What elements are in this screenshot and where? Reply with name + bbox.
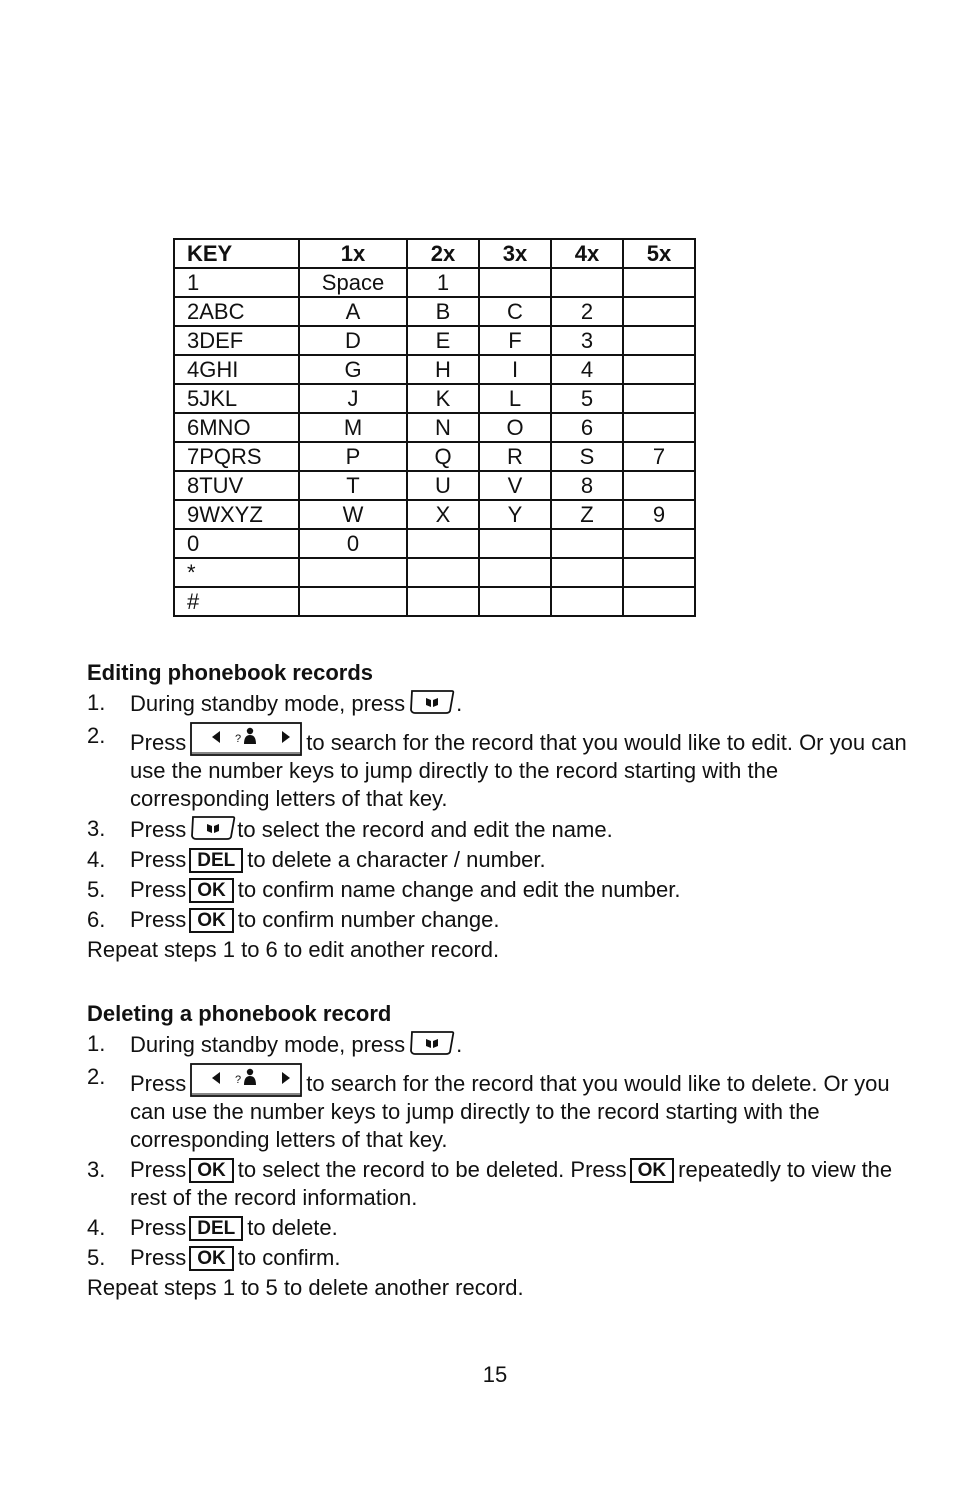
table-cell: W <box>299 500 407 529</box>
step-text: Press <box>130 907 187 932</box>
phonebook-key-icon <box>190 815 236 841</box>
table-cell: 0 <box>174 529 299 558</box>
table-cell: 2 <box>551 297 623 326</box>
table-row <box>174 326 695 355</box>
del-key-label: DEL <box>189 1216 243 1241</box>
table-cell: V <box>479 471 551 500</box>
table-cell: 0 <box>299 529 407 558</box>
deleting-repeat-note: Repeat steps 1 to 5 to delete another record. <box>87 1275 524 1300</box>
step-number: 2. <box>87 723 106 748</box>
table-row <box>174 442 695 471</box>
left-right-phonebook-nav-icon <box>190 1063 302 1097</box>
ok-key-label: OK <box>630 1158 675 1183</box>
ok-key-label: OK <box>189 1158 234 1183</box>
table-cell: 7PQRS <box>174 442 299 471</box>
table-cell: 5JKL <box>174 384 299 413</box>
table-cell <box>551 558 623 587</box>
list-item <box>87 1156 907 1212</box>
header-3x: 3x <box>479 239 551 268</box>
table-row <box>174 384 695 413</box>
table-cell: M <box>299 413 407 442</box>
table-cell: 4GHI <box>174 355 299 384</box>
step-number: 5. <box>87 877 106 902</box>
table-cell: 8TUV <box>174 471 299 500</box>
table-row <box>174 297 695 326</box>
step-text: Press <box>130 1157 187 1182</box>
left-right-phonebook-nav-icon <box>190 722 302 756</box>
header-5x: 5x <box>623 239 695 268</box>
ok-key-label: OK <box>189 1246 234 1271</box>
table-cell: # <box>174 587 299 616</box>
step-text: Press <box>130 877 187 902</box>
table-cell <box>623 384 695 413</box>
table-cell: J <box>299 384 407 413</box>
list-item <box>87 846 907 874</box>
list-item <box>87 1030 907 1059</box>
step-number: 4. <box>87 1215 106 1240</box>
step-text: Press <box>130 1215 187 1240</box>
editing-steps <box>87 689 907 934</box>
list-item <box>87 1244 907 1272</box>
step-text: to search for the record that you would like to delete. Or you can use the number keys to jump directly to the record starting with the corresponding letters of that key. <box>130 1071 890 1152</box>
table-cell: G <box>299 355 407 384</box>
table-cell: 2ABC <box>174 297 299 326</box>
table-cell <box>479 268 551 297</box>
table-row <box>174 587 695 616</box>
table-row <box>174 413 695 442</box>
phonebook-key-icon <box>409 1030 455 1056</box>
step-text: to search for the record that you would like to edit. Or you can use the number keys to jump directly to the record starting with the corresponding letters of that key. <box>130 730 907 811</box>
table-cell <box>623 587 695 616</box>
table-cell: L <box>479 384 551 413</box>
table-cell: C <box>479 297 551 326</box>
table-cell <box>551 529 623 558</box>
step-text: Press <box>130 1071 187 1096</box>
step-text: Press <box>130 817 187 842</box>
header-key: KEY <box>174 239 299 268</box>
table-cell: Space <box>299 268 407 297</box>
table-cell: 4 <box>551 355 623 384</box>
table-cell: 1 <box>174 268 299 297</box>
table-cell <box>623 558 695 587</box>
editing-repeat-note: Repeat steps 1 to 6 to edit another record. <box>87 937 500 962</box>
table-cell: P <box>299 442 407 471</box>
step-text: to confirm name change and edit the number. <box>237 877 681 902</box>
table-cell <box>407 529 479 558</box>
table-header-row <box>174 239 695 268</box>
table-cell: X <box>407 500 479 529</box>
table-cell <box>551 268 623 297</box>
table-cell <box>407 558 479 587</box>
step-number: 2. <box>87 1064 106 1089</box>
editing-section <box>87 659 907 964</box>
list-item <box>87 906 907 934</box>
table-cell: Q <box>407 442 479 471</box>
table-cell: * <box>174 558 299 587</box>
table-cell: I <box>479 355 551 384</box>
list-item <box>87 689 907 718</box>
table-cell: N <box>407 413 479 442</box>
step-text: Press <box>130 847 187 872</box>
table-cell: E <box>407 326 479 355</box>
step-text: repeatedly to view the rest of the record information. <box>130 1157 893 1210</box>
table-cell <box>623 326 695 355</box>
step-number: 3. <box>87 1157 106 1182</box>
table-cell: 6MNO <box>174 413 299 442</box>
table-cell: B <box>407 297 479 326</box>
table-cell: 1 <box>407 268 479 297</box>
step-number: 3. <box>87 816 106 841</box>
deleting-heading: Deleting a phonebook record <box>87 1001 392 1026</box>
table-cell: 9 <box>623 500 695 529</box>
table-cell: O <box>479 413 551 442</box>
table-cell: 7 <box>623 442 695 471</box>
table-row <box>174 471 695 500</box>
table-cell <box>479 558 551 587</box>
table-cell: R <box>479 442 551 471</box>
step-text: Press <box>130 1245 187 1270</box>
table-cell: H <box>407 355 479 384</box>
list-item <box>87 722 907 813</box>
header-1x: 1x <box>299 239 407 268</box>
step-number: 4. <box>87 847 106 872</box>
table-cell <box>407 587 479 616</box>
table-row <box>174 268 695 297</box>
table-cell <box>623 529 695 558</box>
table-cell: Y <box>479 500 551 529</box>
step-text: to select the record to be deleted. Press <box>237 1157 627 1182</box>
header-2x: 2x <box>407 239 479 268</box>
step-number: 6. <box>87 907 106 932</box>
list-item <box>87 1214 907 1242</box>
phonebook-key-icon <box>409 689 455 715</box>
table-cell: 3 <box>551 326 623 355</box>
table-cell <box>479 529 551 558</box>
table-cell: S <box>551 442 623 471</box>
table-cell <box>623 268 695 297</box>
table-cell <box>551 587 623 616</box>
deleting-steps <box>87 1030 907 1272</box>
list-item <box>87 815 907 844</box>
step-text: to delete. <box>247 1215 338 1240</box>
table-cell: U <box>407 471 479 500</box>
table-cell <box>479 587 551 616</box>
table-cell <box>623 471 695 500</box>
editing-heading: Editing phonebook records <box>87 660 374 685</box>
deleting-section <box>87 1000 907 1302</box>
table-row <box>174 355 695 384</box>
table-cell: 8 <box>551 471 623 500</box>
step-text: to select the record and edit the name. <box>237 817 613 842</box>
table-cell <box>623 297 695 326</box>
step-text: Press <box>130 730 187 755</box>
keypad-character-table <box>173 238 696 617</box>
table-cell: T <box>299 471 407 500</box>
step-text: to confirm number change. <box>237 907 500 932</box>
table-cell <box>299 558 407 587</box>
step-number: 5. <box>87 1245 106 1270</box>
ok-key-label: OK <box>189 908 234 933</box>
table-cell: D <box>299 326 407 355</box>
step-text: . <box>456 691 463 716</box>
list-item <box>87 1063 907 1154</box>
step-number: 1. <box>87 690 106 715</box>
table-row <box>174 500 695 529</box>
table-cell <box>623 413 695 442</box>
step-text: to confirm. <box>237 1245 341 1270</box>
table-cell: Z <box>551 500 623 529</box>
step-text: to delete a character / number. <box>247 847 546 872</box>
header-4x: 4x <box>551 239 623 268</box>
del-key-label: DEL <box>189 848 243 873</box>
table-cell <box>623 355 695 384</box>
table-cell: F <box>479 326 551 355</box>
list-item <box>87 876 907 904</box>
table-row <box>174 558 695 587</box>
ok-key-label: OK <box>189 878 234 903</box>
step-number: 1. <box>87 1031 106 1056</box>
table-row <box>174 529 695 558</box>
step-text: During standby mode, press <box>130 1032 406 1057</box>
table-cell: K <box>407 384 479 413</box>
step-text: . <box>456 1032 463 1057</box>
table-cell: 5 <box>551 384 623 413</box>
table-cell <box>299 587 407 616</box>
table-cell: A <box>299 297 407 326</box>
table-cell: 9WXYZ <box>174 500 299 529</box>
page-number: 15 <box>482 1362 508 1387</box>
table-cell: 6 <box>551 413 623 442</box>
step-text: During standby mode, press <box>130 691 406 716</box>
table-cell: 3DEF <box>174 326 299 355</box>
